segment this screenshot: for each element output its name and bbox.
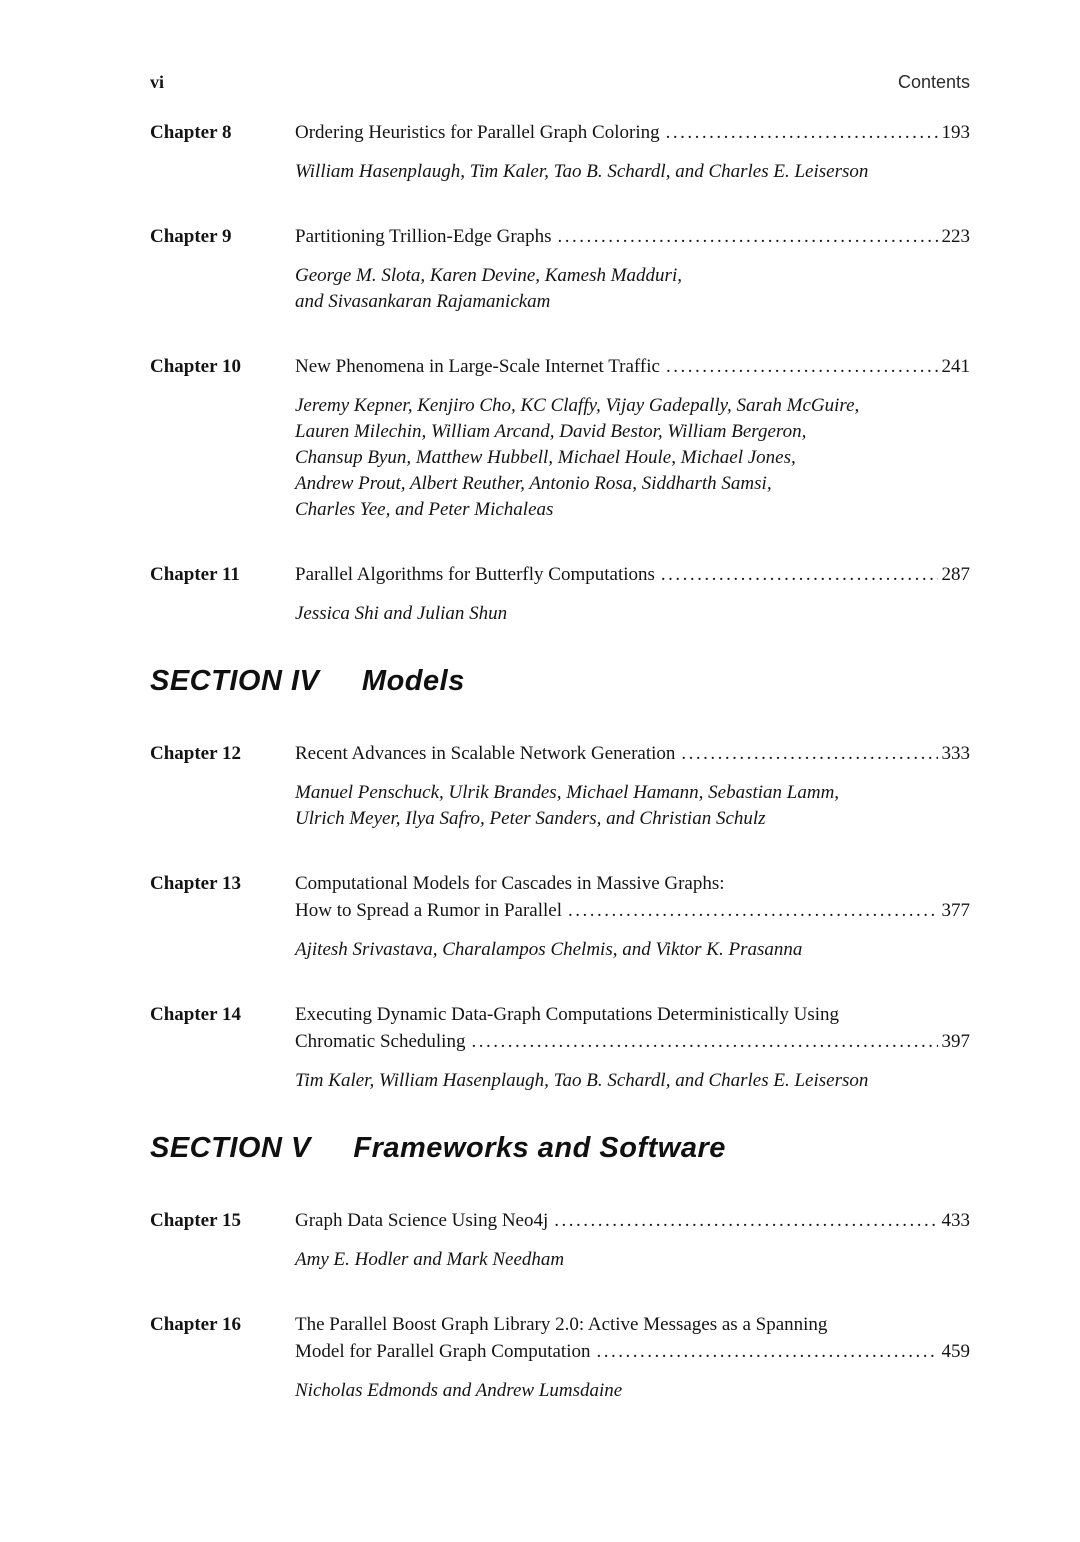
author-line: and Sivasankaran Rajamanickam (295, 291, 551, 312)
dot-leader (661, 561, 938, 588)
chapter-title-line (295, 353, 970, 380)
page-number: 459 (941, 1341, 970, 1362)
chapter-title-line (295, 740, 970, 767)
chapter-label: Chapter 14 (150, 1004, 241, 1025)
author-line: Ulrich Meyer, Ilya Safro, Peter Sanders, and Christian Schulz (295, 808, 766, 829)
folio-page-number: vi (150, 72, 165, 92)
author-line: Charles Yee, and Peter Michaleas (295, 499, 554, 520)
page-number: 397 (941, 1031, 970, 1052)
page-number: 241 (941, 356, 970, 377)
chapter-title-line (295, 1338, 970, 1365)
toc-entry-chapter-12 (150, 740, 970, 832)
chapter-title: Model for Parallel Graph Computation (295, 1341, 591, 1362)
chapter-title-line (295, 561, 970, 588)
dot-leader (471, 1028, 937, 1055)
author-line: Manuel Penschuck, Ulrik Brandes, Michael Hamann, Sebastian Lamm, (295, 782, 840, 803)
chapter-title: Parallel Algorithms for Butterfly Computations (295, 564, 655, 585)
author-line: Nicholas Edmonds and Andrew Lumsdaine (295, 1380, 623, 1401)
section-title: Frameworks and Software (353, 1132, 726, 1164)
toc-entry-chapter-13 (150, 870, 970, 963)
page-number: 223 (941, 226, 970, 247)
chapter-authors (295, 601, 970, 627)
dot-leader (568, 897, 937, 924)
author-line: George M. Slota, Karen Devine, Kamesh Madduri, (295, 265, 682, 286)
chapter-authors (295, 159, 970, 185)
author-line: Chansup Byun, Matthew Hubbell, Michael Houle, Michael Jones, (295, 447, 796, 468)
running-head (150, 72, 970, 93)
chapter-label: Chapter 15 (150, 1210, 241, 1231)
toc-entry-chapter-11 (150, 561, 970, 627)
chapter-label: Chapter 16 (150, 1314, 241, 1335)
chapter-authors (295, 393, 970, 523)
section-heading-iv (150, 665, 970, 698)
dot-leader (681, 740, 937, 767)
chapter-title: Recent Advances in Scalable Network Generation (295, 743, 676, 764)
author-line: Amy E. Hodler and Mark Needham (295, 1249, 565, 1270)
toc-entry-chapter-10 (150, 353, 970, 523)
page-number: 333 (941, 743, 970, 764)
chapter-title-first-line: Computational Models for Cascades in Massive Graphs: (295, 873, 725, 894)
author-line: Tim Kaler, William Hasenplaugh, Tao B. Schardl, and Charles E. Leiserson (295, 1070, 869, 1091)
chapter-authors (295, 780, 970, 832)
chapter-authors (295, 1247, 970, 1273)
toc-entry-chapter-14 (150, 1001, 970, 1094)
section-label: SECTION IV (150, 665, 320, 697)
chapter-title-first-line: The Parallel Boost Graph Library 2.0: Active Messages as a Spanning (295, 1314, 828, 1335)
section-label: SECTION V (150, 1132, 311, 1164)
toc-entry-chapter-16 (150, 1311, 970, 1404)
chapter-label: Chapter 8 (150, 122, 232, 143)
toc-entry-chapter-15 (150, 1207, 970, 1273)
chapter-label: Chapter 10 (150, 356, 241, 377)
author-line: Jeremy Kepner, Kenjiro Cho, KC Claffy, Vijay Gadepally, Sarah McGuire, (295, 395, 860, 416)
chapter-title-line (295, 897, 970, 924)
chapter-label: Chapter 9 (150, 226, 232, 247)
chapter-label: Chapter 12 (150, 743, 241, 764)
chapter-title: Partitioning Trillion-Edge Graphs (295, 226, 552, 247)
chapter-title: Graph Data Science Using Neo4j (295, 1210, 549, 1231)
chapter-authors (295, 263, 970, 315)
chapter-authors (295, 1068, 970, 1094)
chapter-label: Chapter 13 (150, 873, 241, 894)
chapter-authors (295, 1378, 970, 1404)
chapter-title-line (295, 1207, 970, 1234)
chapter-title: Chromatic Scheduling (295, 1031, 466, 1052)
page-number: 287 (941, 564, 970, 585)
author-line: William Hasenplaugh, Tim Kaler, Tao B. Schardl, and Charles E. Leiserson (295, 161, 869, 182)
chapter-title-first-line: Executing Dynamic Data-Graph Computations Deterministically Using (295, 1004, 840, 1025)
dot-leader (558, 223, 938, 250)
dot-leader (666, 353, 938, 380)
chapter-label: Chapter 11 (150, 564, 240, 585)
toc-entry-chapter-8 (150, 119, 970, 185)
chapter-title: How to Spread a Rumor in Parallel (295, 900, 563, 921)
chapter-authors (295, 937, 970, 963)
page-number: 377 (941, 900, 970, 921)
chapter-title-line (295, 1028, 970, 1055)
chapter-title-line (295, 223, 970, 250)
section-heading-v (150, 1132, 970, 1165)
dot-leader (666, 119, 938, 146)
toc-entry-chapter-9 (150, 223, 970, 315)
author-line: Lauren Milechin, William Arcand, David Bestor, William Bergeron, (295, 421, 807, 442)
chapter-title: New Phenomena in Large-Scale Internet Traffic (295, 356, 660, 377)
page-number: 433 (941, 1210, 970, 1231)
chapter-title-line (295, 119, 970, 146)
author-line: Jessica Shi and Julian Shun (295, 603, 508, 624)
chapter-title: Ordering Heuristics for Parallel Graph Coloring (295, 122, 660, 143)
dot-leader (554, 1207, 937, 1234)
dot-leader (597, 1338, 938, 1365)
author-line: Andrew Prout, Albert Reuther, Antonio Rosa, Siddharth Samsi, (295, 473, 772, 494)
author-line: Ajitesh Srivastava, Charalampos Chelmis, and Viktor K. Prasanna (295, 939, 803, 960)
running-title: Contents (897, 72, 970, 92)
page-number: 193 (941, 122, 970, 143)
section-title: Models (361, 665, 465, 697)
